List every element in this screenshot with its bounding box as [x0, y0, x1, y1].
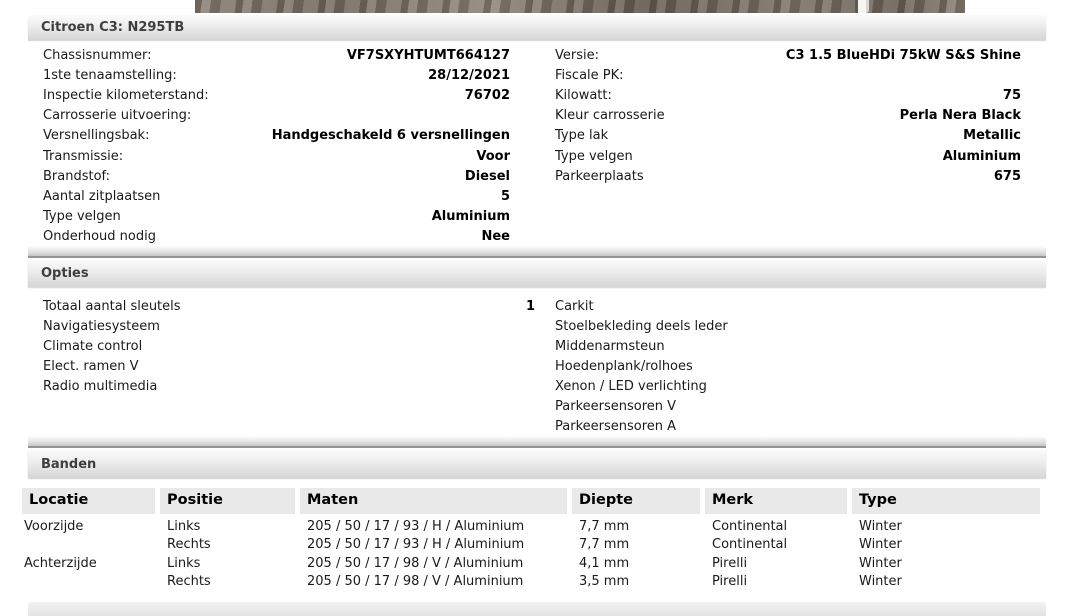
- option-label: Climate control: [43, 338, 143, 354]
- detail-label: Chassisnummer:: [43, 47, 152, 63]
- table-row: [22, 518, 1045, 536]
- option-row: [43, 356, 535, 376]
- option-row: [555, 416, 1021, 436]
- banden-title: Banden: [41, 456, 97, 472]
- option-row: [43, 316, 535, 336]
- detail-label: Type lak: [555, 128, 609, 144]
- vehicle-details-left-column: [43, 45, 510, 247]
- cell-merk: Continental: [712, 519, 788, 534]
- cell-maten: 205 / 50 / 17 / 93 / H / Aluminium: [307, 519, 525, 534]
- table-row: [22, 573, 1045, 591]
- vehicle-header-bar: [28, 15, 1046, 40]
- detail-label: Type velgen: [43, 209, 121, 225]
- detail-value: 76702: [464, 87, 510, 103]
- detail-label: Versie:: [555, 47, 599, 63]
- banden-table-body: [22, 518, 1045, 591]
- cell-type: Winter: [859, 555, 902, 571]
- option-row: [43, 336, 535, 356]
- option-label: Carkit: [555, 298, 594, 314]
- detail-row: [555, 45, 1021, 65]
- detail-value: VF7SXYHTUMT664127: [346, 47, 510, 63]
- cell-diepte: 7,7 mm: [579, 519, 630, 534]
- section-divider: [28, 436, 1046, 448]
- detail-value: Aluminium: [942, 148, 1021, 164]
- option-row: [555, 356, 1021, 376]
- table-row: [22, 555, 1045, 573]
- column-header-type: Type: [852, 488, 1040, 514]
- cell-diepte: 7,7 mm: [579, 537, 630, 553]
- banden-table-header: [22, 488, 1045, 514]
- column-header-maten: Maten: [300, 488, 567, 514]
- option-label: Radio multimedia: [43, 378, 158, 394]
- option-value: 1: [525, 298, 535, 314]
- vehicle-details-right-column: [555, 45, 1021, 186]
- detail-value: 75: [1002, 87, 1021, 103]
- cell-merk: Continental: [712, 537, 788, 553]
- option-label: Navigatiesysteem: [43, 318, 160, 334]
- cell-merk: Pirelli: [712, 573, 748, 589]
- banden-header-bar: [28, 450, 1046, 478]
- next-section-header-partial: [28, 602, 1046, 616]
- option-row: [555, 296, 1021, 316]
- column-header-locatie: Locatie: [22, 488, 155, 514]
- detail-label: Inspectie kilometerstand:: [43, 87, 209, 103]
- detail-row: [43, 65, 510, 85]
- section-divider: [28, 246, 1046, 258]
- banden-table: [22, 488, 1045, 591]
- detail-row: [43, 126, 510, 146]
- detail-label: Type velgen: [555, 148, 633, 164]
- opties-header-bar: [28, 260, 1046, 287]
- detail-label: Kilowatt:: [555, 87, 612, 103]
- detail-value: C3 1.5 BlueHDi 75kW S&S Shine: [785, 47, 1021, 63]
- cell-maten: 205 / 50 / 17 / 98 / V / Aluminium: [307, 555, 524, 571]
- cell-locatie: [22, 536, 155, 554]
- option-label: Xenon / LED verlichting: [555, 378, 707, 394]
- cell-positie: Rechts: [167, 537, 211, 553]
- detail-row: [555, 106, 1021, 126]
- detail-label: Transmissie:: [43, 148, 124, 164]
- vehicle-photo-fragment: [195, 0, 965, 13]
- option-label: Totaal aantal sleutels: [43, 298, 181, 314]
- detail-row: [43, 146, 510, 166]
- detail-row: [43, 85, 510, 105]
- detail-value: 5: [500, 188, 510, 204]
- detail-value: Aluminium: [431, 209, 510, 225]
- cell-maten: 205 / 50 / 17 / 93 / H / Aluminium: [307, 537, 525, 553]
- option-row: [555, 316, 1021, 336]
- option-row: [555, 376, 1021, 396]
- vehicle-title: Citroen C3: N295TB: [41, 20, 185, 35]
- option-label: Parkeersensoren V: [555, 398, 677, 414]
- detail-value: 28/12/2021: [428, 67, 510, 83]
- photo-pole-detail: [855, 0, 869, 13]
- cell-locatie: Achterzijde: [24, 555, 97, 571]
- detail-label: Parkeerplaats: [555, 168, 644, 184]
- cell-diepte: 4,1 mm: [579, 555, 630, 571]
- option-row: [43, 376, 535, 396]
- detail-value: 675: [993, 168, 1021, 184]
- detail-row: [43, 207, 510, 227]
- opties-right-column: [555, 296, 1021, 436]
- opties-title: Opties: [41, 266, 89, 281]
- detail-value: Perla Nera Black: [899, 108, 1021, 124]
- cell-diepte: 3,5 mm: [579, 573, 630, 589]
- detail-row: [43, 166, 510, 186]
- opties-left-column: [43, 296, 535, 396]
- detail-label: Kleur carrosserie: [555, 108, 665, 124]
- cell-maten: 205 / 50 / 17 / 98 / V / Aluminium: [307, 573, 524, 589]
- option-label: Elect. ramen V: [43, 358, 139, 374]
- detail-row: [43, 186, 510, 206]
- cell-type: Winter: [859, 537, 902, 553]
- cell-positie: Links: [167, 555, 201, 571]
- detail-value: Voor: [476, 148, 510, 164]
- detail-row: [43, 227, 510, 247]
- cell-locatie: Voorzijde: [24, 519, 84, 534]
- option-label: Stoelbekleding deels leder: [555, 318, 728, 334]
- cell-type: Winter: [859, 519, 902, 534]
- detail-label: Brandstof:: [43, 168, 111, 184]
- option-label: Parkeersensoren A: [555, 418, 677, 434]
- option-row: [555, 396, 1021, 416]
- detail-row: [555, 65, 1021, 85]
- detail-label: Aantal zitplaatsen: [43, 188, 161, 204]
- detail-row: [555, 166, 1021, 186]
- detail-row: [43, 45, 510, 65]
- detail-row: [555, 126, 1021, 146]
- detail-row: [555, 146, 1021, 166]
- detail-row: [43, 106, 510, 126]
- cell-positie: Links: [167, 519, 201, 534]
- table-row: [22, 536, 1045, 554]
- option-label: Middenarmsteun: [555, 338, 665, 354]
- cell-merk: Pirelli: [712, 555, 748, 571]
- detail-value: Nee: [481, 229, 510, 245]
- detail-row: [555, 85, 1021, 105]
- detail-value: Handgeschakeld 6 versnellingen: [271, 128, 510, 144]
- column-header-diepte: Diepte: [572, 488, 700, 514]
- option-label: Hoedenplank/rolhoes: [555, 358, 693, 374]
- cell-positie: Rechts: [167, 573, 211, 589]
- detail-label: Carrosserie uitvoering:: [43, 108, 192, 124]
- column-header-positie: Positie: [160, 488, 295, 514]
- option-row: [555, 336, 1021, 356]
- detail-value: Diesel: [464, 168, 510, 184]
- option-row: [43, 296, 535, 316]
- detail-label: 1ste tenaamstelling:: [43, 67, 177, 83]
- detail-label: Onderhoud nodig: [43, 229, 156, 245]
- detail-label: Fiscale PK:: [555, 67, 624, 83]
- cell-locatie: [22, 573, 155, 591]
- cell-type: Winter: [859, 573, 902, 589]
- detail-label: Versnellingsbak:: [43, 128, 150, 144]
- detail-value: Metallic: [963, 128, 1021, 144]
- column-header-merk: Merk: [705, 488, 847, 514]
